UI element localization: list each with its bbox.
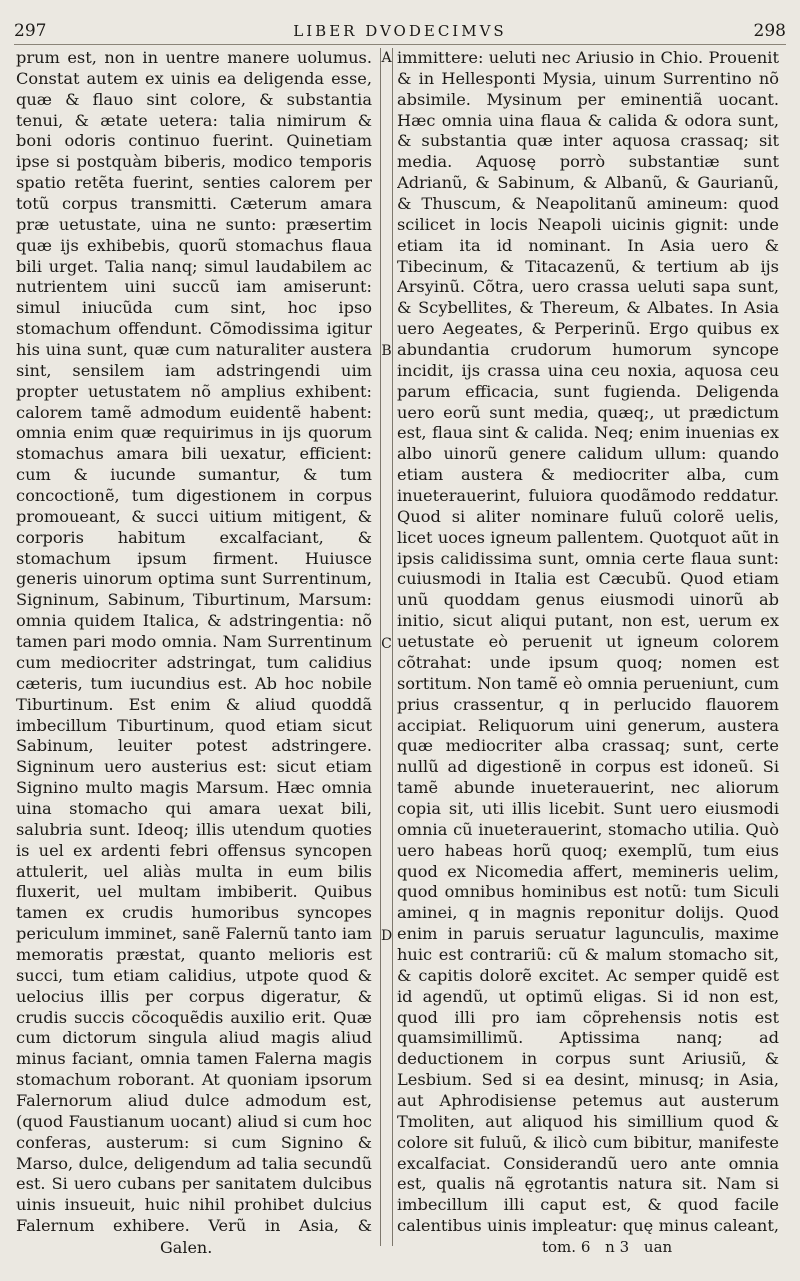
running-title: LIBER DVODECIMVS bbox=[293, 22, 507, 40]
catchword-left: Galen. bbox=[160, 1238, 213, 1257]
margin-letter-d: D bbox=[381, 928, 393, 944]
page-header bbox=[14, 18, 786, 45]
margin-letter-b: B bbox=[381, 343, 392, 359]
volume-label: tom. 6 bbox=[542, 1238, 591, 1256]
margin-letter-c: C bbox=[381, 636, 392, 652]
signature-mark: n 3 bbox=[605, 1238, 630, 1256]
column-rule-right bbox=[392, 48, 393, 1246]
right-page-number: 298 bbox=[753, 21, 786, 41]
catchword-right: uan bbox=[643, 1238, 673, 1256]
right-column-text: immittere: ueluti nec Ariusio in Chio. Prouenit & in Hellesponti Mysia, uinum Surrentino nõ absimile. Mysinum per eminentiã uocant. Hæc omnia uina flaua & calida & odora sunt, & substantia quæ inter aquosa crassaq; sit media. Aquosę porrò substantiæ sunt Adrianũ, & Sabinum, & Albanũ, & Gaurianũ, & Thuscum, & Neapolitanũ amineum: quod scilicet in locis Neapoli uicinis gignit: unde etiam ita id nominant. In Asia uero & Tibecinum, & Titacazenũ, & tertium ab ijs Arsyinũ. Cõtra, uero crassa ueluti sapa sunt, & Scybellites, & Thereum, & Albates. In Asia uero Aegeates, & Perperinũ. Ergo quibus ex abundantia crudorum humorum syncope incidit, ijs crassa uina ceu noxia, aquosa ceu parum efficacia, sunt fugienda. Deligenda uero eorũ sunt media, quæq;, ut prædictum est, flaua sint & calida. Neq; enim inuenias ex albo uinorũ genere calidum ullum: quando etiam austera & mediocriter alba, cum inueterauerint, fuluiora quodãmodo reddatur. Quod si aliter nominare fuluũ colorẽ uelis, licet uoces igneum pallentem. Quotquot aũt in ipsis calidissima sunt, omnia certe flaua sunt: cuiusmodi in Italia est Cæcubũ. Quod etiam unũ quoddam genus eiusmodi uinorũ ab initio, sicut aliqui putant, non est, uerum ex uetustate eò peruenit ut igneum colorem cõtrahat: unde ipsum quoq; nomen est sortitum. Non tamẽ eò omnia perueniunt, cum prius crassentur, q in perlucido flauorem accipiat. Reliquorum uini generum, austera quæ mediocriter alba crassaq; sunt, certe nullũ ad digestionẽ in corpus est idoneũ. Si tamẽ abunde inueterauerint, nec aliorum copia sit, uti illis licebit. Sunt uero eiusmodi omnia cũ inueterauerint, stomacho utilia. Quò uero habeas horũ quoq; exemplũ, tum eius quod ex Nicomedia affert, memineris uelim, quod omnibus hominibus est notũ: tum Siculi aminei, q in magnis reponitur dolijs. Quod enim in paruis seruatur lagunculis, maxime huic est contrariũ: cũ & malum stomacho sit, & capitis dolorẽ excitet. Ac semper quidẽ est id agendũ, ut optimũ eligas. Si id non est, quod illi pro iam cõprehensis notis est quamsimillimũ. Aptissima nanq; ad deductionem in corpus sunt Ariusiũ, & Lesbium. Sed si ea desint, minusq; in Asia, aut Aphrodisiense petemus aut austerum Tmoliten, aut aliquod his simillium quod & colore sit fuluũ, & ilicò cum bibitur, manifeste excalfaciat. Considerandũ uero ante omnia est, qualis nã ęgrotantis natura sit. Nam si imbecillum illi caput est, & quod facile calentibus uinis impleatur: quę minus caleant, bbox=[397, 48, 779, 1236]
left-page-number: 297 bbox=[14, 21, 47, 41]
page-footer bbox=[542, 1238, 682, 1256]
left-column-text: prum est, non in uentre manere uolumus. Constat autem ex uinis ea deligenda esse, quæ & flauo sint colore, & substantia tenui, & ætate uetera: talia nimirum & boni odoris continuo fuerint. Quinetiam ipse si postquàm biberis, modico temporis spatio retẽta fuerint, senties calorem per totũ corpus transmitti. Cæterum amara præ uetustate, uina ne sunto: præsertim quæ ijs exhibebis, quorũ stomachus flaua bili urget. Talia nanq; simul laudabilem ac nutrientem uini succũ iam amiserunt: simul iniucũda cum sint, hoc ipso stomachum offendunt. Cõmodissima igitur his uina sunt, quæ cum naturaliter austera sint, sensilem iam adstringendi uim propter uetustatem nõ amplius exhibent: calorem tamẽ admodum euidentẽ habent: omnia enim quæ requirimus in ijs quorum stomachus amara bili uexatur, efficient: cum & iucunde sumantur, & tum concoctionẽ, tum digestionem in corpus promoueant, & succi uitium mitigent, & corporis habitum excalfaciant, & stomachum ipsum firment. Huiusce generis uinorum optima sunt Surrentinum, Signinum, Sabinum, Tiburtinum, Marsum: omnia quidem Italica, & adstringentia: nõ tamen pari modo omnia. Nam Surrentinum cum mediocriter adstringat, tum calidius cæteris, tum iucundius est. Ab hoc nobile Tiburtinum. Est enim & aliud quoddã imbecillum Tiburtinum, quod etiam sicut Sabinum, leuiter potest adstringere. Signinum uero austerius est: sicut etiam Signino multo magis Marsum. Hæc omnia uina stomacho qui amara uexat bili, salubria sunt. Ideoq; illis utendum quoties is uel ex ardenti febri offensus syncopen attulerit, uel aliàs multa in eum bilis fluxerit, uel multam imbiberit. Quibus tamen ex crudis humoribus syncopes periculum imminet, sanẽ Falernũ tanto iam memoratis præstat, quanto melioris est succi, tum etiam calidius, utpote quod & uelocius illis per corpus digeratur, & crudis succis cõcoquẽdis auxilio erit. Quæ cum dictorum singula aliud magis aliud minus faciant, omnia tamen Falerna magis stomachum roborant. At quoniam ipsorum Falernorum aliud dulce admodum est, (quod Faustianum uocant) aliud si cum hoc conferas, austerum: si cum Signino & Marso, dulce, deligendum ad talia secundũ est. Si uero cubans per sanitatem dulcibus uinis insueuit, huic nihil prohibet dulcius Falernum exhibere. Verũ in Asia, & bbox=[16, 48, 372, 1236]
right-text-column bbox=[397, 48, 779, 1236]
margin-letter-a: A bbox=[381, 50, 392, 66]
left-text-column bbox=[16, 48, 372, 1236]
